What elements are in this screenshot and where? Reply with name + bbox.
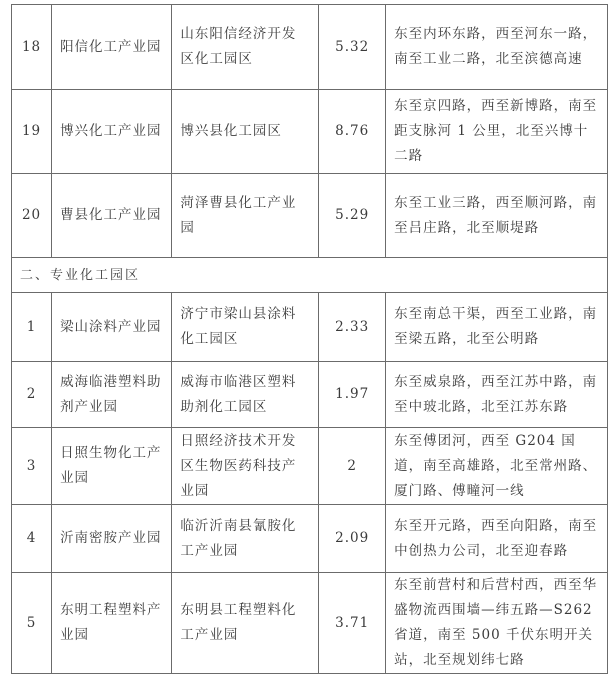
park-area: 山东阳信经济开发区化工园区 — [172, 5, 319, 90]
park-size: 2.09 — [319, 505, 386, 573]
park-size: 5.29 — [319, 174, 386, 258]
chemical-park-table — [11, 4, 608, 674]
park-area: 日照经济技术开发区生物医药科技产业园 — [172, 428, 319, 505]
row-number: 5 — [12, 573, 52, 674]
park-area: 博兴县化工园区 — [172, 90, 319, 174]
section-title: 二、专业化工园区 — [12, 258, 608, 293]
park-area: 东明县工程塑料化工产业园 — [172, 573, 319, 674]
table-row — [12, 90, 608, 174]
park-name: 东明工程塑料产业园 — [52, 573, 172, 674]
row-number: 20 — [12, 174, 52, 258]
section-header-row — [12, 258, 608, 293]
park-size: 5.32 — [319, 5, 386, 90]
park-size: 1.97 — [319, 362, 386, 428]
park-name: 威海临港塑料助剂产业园 — [52, 362, 172, 428]
park-boundary: 东至开元路，西至向阳路，南至中创热力公司，北至迎春路 — [386, 505, 608, 573]
park-area: 菏泽曹县化工产业园 — [172, 174, 319, 258]
park-boundary: 东至前营村和后营村西，西至华盛物流西围墙—纬五路—S262 省道，南至 500 千伏东明开关站，北至规划纬七路 — [386, 573, 608, 674]
park-boundary: 东至傅团河，西至 G204 国道，南至高雄路，北至常州路、厦门路、傅疃河一线 — [386, 428, 608, 505]
table-row — [12, 293, 608, 362]
park-area: 威海市临港区塑料助剂化工园区 — [172, 362, 319, 428]
table-row — [12, 573, 608, 674]
park-boundary: 东至内环东路，西至河东一路，南至工业二路，北至滨德高速 — [386, 5, 608, 90]
table-row — [12, 174, 608, 258]
table-row — [12, 362, 608, 428]
park-name: 曹县化工产业园 — [52, 174, 172, 258]
park-size: 8.76 — [319, 90, 386, 174]
park-boundary: 东至京四路，西至新博路，南至距支脉河 1 公里，北至兴博十二路 — [386, 90, 608, 174]
park-name: 沂南密胺产业园 — [52, 505, 172, 573]
table-row — [12, 505, 608, 573]
row-number: 4 — [12, 505, 52, 573]
row-number: 2 — [12, 362, 52, 428]
park-area: 临沂沂南县氰胺化工产业园 — [172, 505, 319, 573]
park-area: 济宁市梁山县涂料化工园区 — [172, 293, 319, 362]
park-boundary: 东至威泉路，西至江苏中路，南至中玻北路，北至江苏东路 — [386, 362, 608, 428]
table-row — [12, 5, 608, 90]
table-row — [12, 428, 608, 505]
park-boundary: 东至南总干渠，西至工业路，南至梁五路，北至公明路 — [386, 293, 608, 362]
row-number: 18 — [12, 5, 52, 90]
park-size: 2.33 — [319, 293, 386, 362]
park-name: 梁山涂料产业园 — [52, 293, 172, 362]
row-number: 19 — [12, 90, 52, 174]
park-name: 日照生物化工产业园 — [52, 428, 172, 505]
park-name: 阳信化工产业园 — [52, 5, 172, 90]
park-size: 3.71 — [319, 573, 386, 674]
row-number: 1 — [12, 293, 52, 362]
row-number: 3 — [12, 428, 52, 505]
park-name: 博兴化工产业园 — [52, 90, 172, 174]
park-boundary: 东至工业三路，西至顺河路，南至吕庄路，北至顺堤路 — [386, 174, 608, 258]
park-size: 2 — [319, 428, 386, 505]
